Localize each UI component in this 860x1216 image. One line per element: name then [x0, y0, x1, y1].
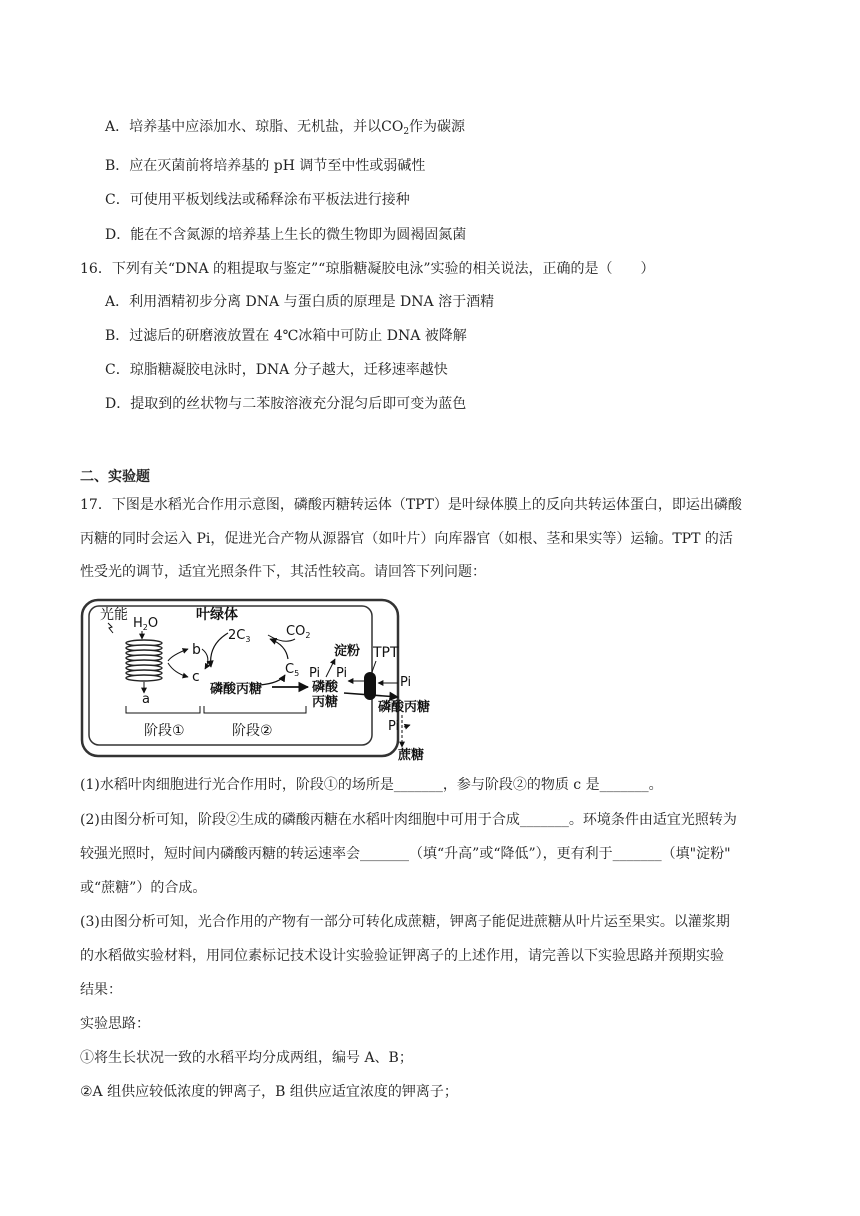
q17-approach-label: 实验思路： [80, 1016, 150, 1032]
pi-outer-label: Pi [400, 675, 412, 690]
stage-2-label: 阶段② [232, 723, 273, 739]
section-title: 二、实验题 [80, 469, 150, 485]
q17-part-1: (1)水稻叶肉细胞进行光合作用时，阶段①的场所是_______，参与阶段②的物质 c 是_______。 [80, 777, 663, 793]
q16-option-c: C．琼脂糖凝胶电泳时，DNA 分子越大，迁移速率越快 [105, 362, 448, 378]
q16-stem: 16．下列有关“DNA 的粗提取与鉴定”“琼脂糖凝胶电泳”实验的相关说法，正确的是（ ） [80, 261, 655, 277]
q17-stem-line-3: 性受光的调节，适宜光照条件下，其活性较高。请回答下列问题： [80, 564, 486, 580]
q17-part-2-line-2: 较强光照时，短时间内磷酸丙糖的转运速率会_______（填“升高”或“降低”），更有利于_______（填"淀粉" [80, 846, 731, 862]
q15-option-a: A．培养基中应添加水、琼脂、无机盐，并以$CO_2$作为碳源 [105, 119, 466, 137]
q17-part-2-line-1: (2)由图分析可知，阶段②生成的磷酸丙糖在水稻叶肉细胞中可用于合成_______。环境条件由适宜光照转为 [80, 812, 737, 828]
starch-label: 淀粉 [334, 644, 361, 659]
q16-option-d: D．提取到的丝状物与二苯胺溶液充分混匀后即可变为蓝色 [105, 396, 467, 412]
q17-part-3-line-2: 的水稻做实验材料，用同位素标记技术设计实验验证钾离子的上述作用，请完善以下实验思路并预期实验 [80, 948, 724, 964]
pi-bottom-label: Pi [388, 719, 400, 734]
q16-option-a: A．利用酒精初步分离 DNA 与蛋白质的原理是 DNA 溶于酒精 [105, 294, 495, 310]
q15-option-b: B．应在灭菌前将培养基的 pH 调节至中性或弱碱性 [105, 158, 426, 174]
q15-option-d: D．能在不含氮源的培养基上生长的微生物即为圆褐固氮菌 [105, 227, 467, 243]
q17-step-1: ①将生长状况一致的水稻平均分成两组，编号 A、B； [80, 1050, 413, 1066]
q15-option-c: C．可使用平板划线法或稀释涂布平板法进行接种 [105, 192, 410, 208]
q16-option-b: B．过滤后的研磨液放置在 4℃冰箱中可防止 DNA 被降解 [105, 328, 467, 344]
thylakoid-stack [126, 640, 162, 681]
c3-label: $2C_3$ [228, 628, 251, 644]
q17-stem-line-2: 丙糖的同时会运入 Pi，促进光合产物从源器官（如叶片）向库器官（如根、茎和果实等）运输。TPT 的活 [80, 531, 733, 547]
triose-phosphate-right-line-2: 丙糖 [312, 695, 339, 710]
q17-part-3-line-1: (3)由图分析可知，光合作用的产物有一部分可转化成蔗糖，钾离子能促进蔗糖从叶片运至果实。以灌浆期 [80, 914, 730, 930]
triose-phosphate-outer-label: 磷酸丙糖 [378, 700, 431, 715]
q17-step-2: ②A 组供应较低浓度的钾离子，B 组供应适宜浓度的钾离子； [80, 1084, 458, 1100]
tpt-label: TPT [373, 645, 399, 661]
light-squiggle-icon [108, 623, 113, 633]
q17-stem-line-1: 17．下图是水稻光合作用示意图，磷酸丙糖转运体（TPT）是叶绿体膜上的反向共转运体蛋白，即运出磷酸 [80, 497, 742, 513]
q17-part-2-line-3: 或“蔗糖”）的合成。 [80, 880, 207, 896]
triose-phosphate-label: 磷酸丙糖 [210, 682, 263, 697]
q17-part-3-line-3: 结果： [80, 982, 122, 998]
c-label: c [192, 669, 200, 685]
chloroplast-label: 叶绿体 [196, 607, 238, 623]
co2-label: $CO_2$ [286, 624, 311, 640]
stage-1-label: 阶段① [144, 723, 185, 739]
a-label: a [142, 692, 150, 707]
pi-inner-right-label: Pi [336, 666, 348, 681]
pi-inner-left-label: Pi [309, 666, 321, 681]
triose-phosphate-right-line-1: 磷酸 [312, 680, 339, 695]
sucrose-label: 蔗糖 [398, 748, 425, 762]
h2o-label: $H_2O$ [133, 616, 159, 632]
light-energy-label: 光能 [100, 607, 128, 623]
photosynthesis-diagram [80, 597, 450, 762]
b-label: b [192, 642, 201, 658]
c5-label: $C_5$ [285, 662, 300, 678]
